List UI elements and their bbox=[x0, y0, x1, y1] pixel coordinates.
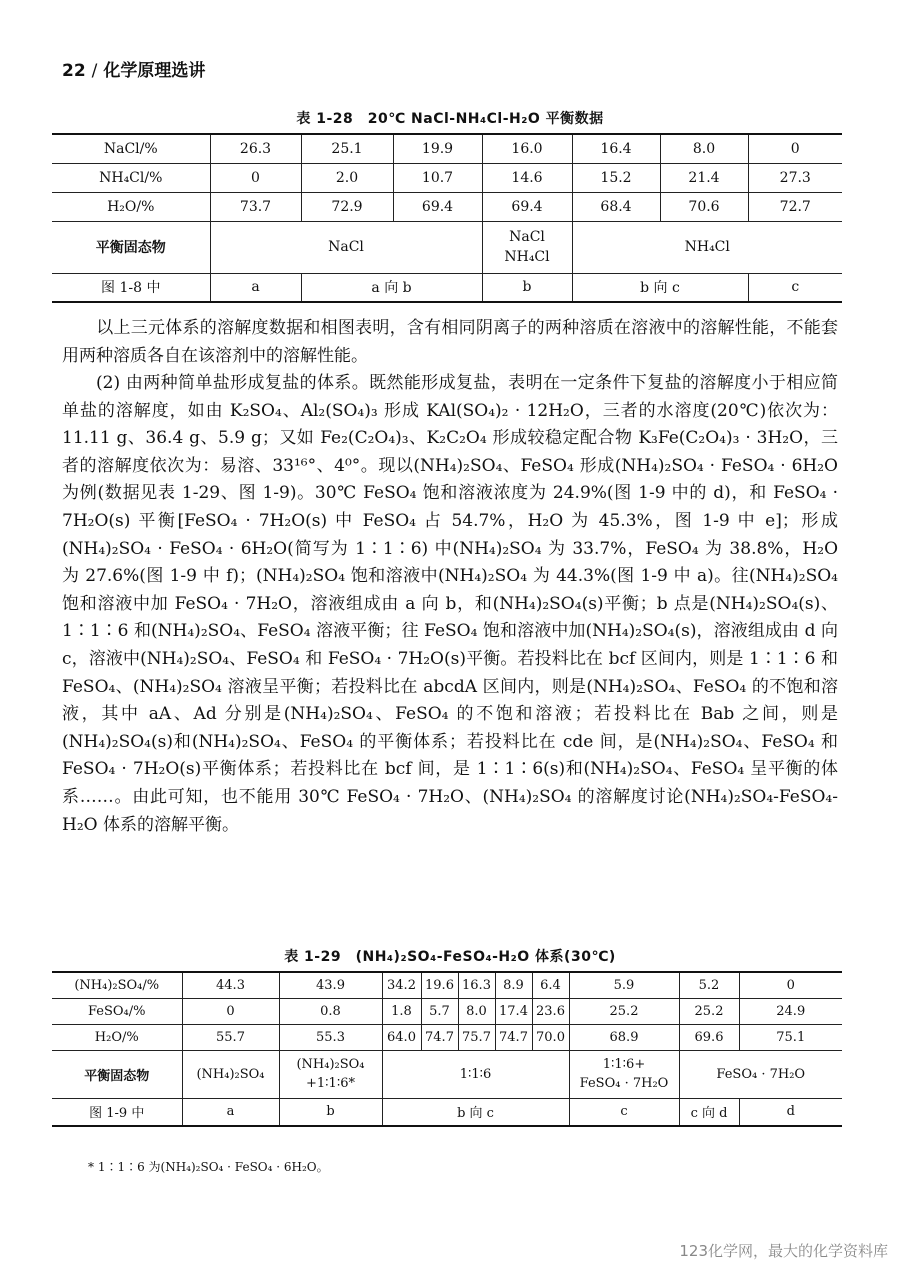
table1-cell: 16.4 bbox=[572, 134, 660, 163]
table1-row-label: H₂O/% bbox=[52, 192, 210, 221]
table2-cell bbox=[279, 1050, 382, 1098]
footnote: * 1∶1∶6 为(NH₄)₂SO₄ · FeSO₄ · 6H₂O。 bbox=[88, 1160, 329, 1174]
table2-cell: 1∶1∶6 bbox=[382, 1050, 569, 1098]
table2-cell: 17.4 bbox=[495, 998, 532, 1024]
table2-cell: 1.8 bbox=[382, 998, 421, 1024]
table1-row-label: 平衡固态物 bbox=[52, 221, 210, 273]
table1-cell: 70.6 bbox=[660, 192, 748, 221]
table2-cell: FeSO₄ · 7H₂O bbox=[679, 1050, 842, 1098]
table1-cell: 72.7 bbox=[748, 192, 842, 221]
table2-cell: c bbox=[569, 1098, 679, 1126]
table2-cell: 55.3 bbox=[279, 1024, 382, 1050]
table1-cell: a bbox=[210, 273, 301, 302]
table2-row-solid bbox=[52, 1050, 842, 1098]
table2-cell: 25.2 bbox=[569, 998, 679, 1024]
table1-cell: 27.3 bbox=[748, 163, 842, 192]
table2-cell: a bbox=[182, 1098, 279, 1126]
table2-cell: 6.4 bbox=[532, 972, 569, 998]
table2-cell: 16.3 bbox=[458, 972, 495, 998]
table1-cell: 14.6 bbox=[482, 163, 572, 192]
table2-cell: 0 bbox=[739, 972, 842, 998]
table2-row-nh4so4 bbox=[52, 972, 842, 998]
table1-cell: 0 bbox=[748, 134, 842, 163]
table2-cell: 34.2 bbox=[382, 972, 421, 998]
table1-cell: 10.7 bbox=[393, 163, 482, 192]
table2-cell: 75.7 bbox=[458, 1024, 495, 1050]
paragraph bbox=[62, 370, 838, 839]
table2-cell: 43.9 bbox=[279, 972, 382, 998]
table2-cell: 74.7 bbox=[421, 1024, 458, 1050]
page-header bbox=[62, 56, 205, 81]
table2-cell: 74.7 bbox=[495, 1024, 532, 1050]
table1-cell: 68.4 bbox=[572, 192, 660, 221]
table1-cell: 21.4 bbox=[660, 163, 748, 192]
table1-cell: 16.0 bbox=[482, 134, 572, 163]
table2-cell: 8.9 bbox=[495, 972, 532, 998]
table2-cell: 23.6 bbox=[532, 998, 569, 1024]
table1-cell: 2.0 bbox=[301, 163, 393, 192]
table2-cell: 75.1 bbox=[739, 1024, 842, 1050]
table2-cell: 70.0 bbox=[532, 1024, 569, 1050]
table2-caption: 表 1-29 (NH₄)₂SO₄-FeSO₄-H₂O 体系(30℃) bbox=[284, 949, 616, 965]
table1-cell-line: NH₄Cl bbox=[504, 249, 550, 265]
table1-cell: 69.4 bbox=[393, 192, 482, 221]
table1-cell: 19.9 bbox=[393, 134, 482, 163]
table1-cell: NH₄Cl bbox=[572, 221, 842, 273]
watermark: 123化学网，最大的化学资料库 bbox=[679, 1242, 888, 1260]
table1-row-nacl bbox=[52, 134, 842, 163]
table1-row-figure bbox=[52, 273, 842, 302]
table2-row-label: 图 1-9 中 bbox=[52, 1098, 182, 1126]
table1-cell: 72.9 bbox=[301, 192, 393, 221]
table1-cell: a 向 b bbox=[301, 273, 482, 302]
table2-cell: 25.2 bbox=[679, 998, 739, 1024]
table2-row-label: 平衡固态物 bbox=[52, 1050, 182, 1098]
table2-row-h2o bbox=[52, 1024, 842, 1050]
table1-row-h2o bbox=[52, 192, 842, 221]
paragraph bbox=[62, 315, 838, 370]
table1-cell bbox=[482, 221, 572, 273]
paragraph-text: (2) 由两种简单盐形成复盐的体系。既然能形成复盐，表明在一定条件下复盐的溶解度小于相应简单盐的溶解度，如由 K₂SO₄、Al₂(SO₄)₃ 形成 KAl(SO₄)₂ · 12H₂O，三者的水溶度(20℃)依次为：11.11 g、36.4 g、5.9 g；又如 Fe₂(C₂O₄)₃、K₂C₂O₄ 形成较稳定配合物 K₃Fe(C₂O₄)₃ · 3H₂O，三者的溶解度依次为：易溶、33¹⁶°、4⁰°。现以(NH₄)₂SO₄、FeSO₄ 形成(NH₄)₂SO₄ · FeSO₄ · 6H₂O 为例(数据见表 1-29、图 1-9)。30℃ FeSO₄ 饱和溶液浓度为 24.9%(图 1-9 中的 d)，和 FeSO₄ · 7H₂O(s) 平衡[FeSO₄ · 7H₂O(s) 中 FeSO₄ 占 54.7%，H₂O 为 45.3%，图 1-9 中 e]；形成(NH₄)₂SO₄ · FeSO₄ · 6H₂O(简写为 1∶1∶6) 中(NH₄)₂SO₄ 为 33.7%，FeSO₄ 为 38.8%，H₂O 为 27.6%(图 1-9 中 f)；(NH₄)₂SO₄ 饱和溶液中(NH₄)₂SO₄ 为 44.3%(图 1-9 中 a)。往(NH₄)₂SO₄ 饱和溶液中加 FeSO₄ · 7H₂O，溶液组成由 a 向 b，和(NH₄)₂SO₄(s)平衡；b 点是(NH₄)₂SO₄(s)、1∶1∶6 和(NH₄)₂SO₄、FeSO₄ 溶液平衡；往 FeSO₄ 饱和溶液中加(NH₄)₂SO₄(s)，溶液组成由 d 向 c，溶液中(NH₄)₂SO₄、FeSO₄ 和 FeSO₄ · 7H₂O(s)平衡。若投料比在 bcf 区间内，则是 1∶1∶6 和 FeSO₄、(NH₄)₂SO₄ 溶液呈平衡；若投料比在 abcdA 区间内，则是(NH₄)₂SO₄、FeSO₄ 的不饱和溶液，其中 aA、Ad 分别是(NH₄)₂SO₄、FeSO₄ 的不饱和溶液；若投料比在 Bab 之间，则是(NH₄)₂SO₄(s)和(NH₄)₂SO₄、FeSO₄ 的平衡体系；若投料比在 cde 间，是(NH₄)₂SO₄、FeSO₄ 和 FeSO₄ · 7H₂O(s)平衡体系；若投料比在 bcf 间，是 1∶1∶6(s)和(NH₄)₂SO₄、FeSO₄ 呈平衡的体系……。由此可知，也不能用 30℃ FeSO₄ · 7H₂O、(NH₄)₂SO₄ 的溶解度讨论(NH₄)₂SO₄-FeSO₄-H₂O 体系的溶解平衡。 bbox=[62, 373, 838, 835]
table1-cell: 0 bbox=[210, 163, 301, 192]
table1-cell: c bbox=[748, 273, 842, 302]
table2-cell: 5.2 bbox=[679, 972, 739, 998]
table2-cell: 0 bbox=[182, 998, 279, 1024]
table2-cell: d bbox=[739, 1098, 842, 1126]
table2-cell bbox=[569, 1050, 679, 1098]
table2-cell: 44.3 bbox=[182, 972, 279, 998]
table2-cell: (NH₄)₂SO₄ bbox=[182, 1050, 279, 1098]
table2-row-feso4 bbox=[52, 998, 842, 1024]
table2-cell: 55.7 bbox=[182, 1024, 279, 1050]
table2-row-label: H₂O/% bbox=[52, 1024, 182, 1050]
table2-cell: 8.0 bbox=[458, 998, 495, 1024]
table1-cell: b 向 c bbox=[572, 273, 748, 302]
table1-cell: 8.0 bbox=[660, 134, 748, 163]
page-number: 22 bbox=[62, 61, 86, 81]
table2-cell: 0.8 bbox=[279, 998, 382, 1024]
table2-cell: 68.9 bbox=[569, 1024, 679, 1050]
table1-cell: 25.1 bbox=[301, 134, 393, 163]
table2-cell: b 向 c bbox=[382, 1098, 569, 1126]
paragraph-text: 以上三元体系的溶解度数据和相图表明，含有相同阴离子的两种溶质在溶液中的溶解性能，不能套用两种溶质各自在该溶剂中的溶解性能。 bbox=[62, 318, 838, 366]
table2-row-label: FeSO₄/% bbox=[52, 998, 182, 1024]
table1-caption: 表 1-28 20℃ NaCl-NH₄Cl-H₂O 平衡数据 bbox=[296, 111, 604, 127]
table2-cell-line: 1∶1∶6+ bbox=[602, 1057, 646, 1072]
table1-cell: 15.2 bbox=[572, 163, 660, 192]
table1-cell: 73.7 bbox=[210, 192, 301, 221]
table2-cell: b bbox=[279, 1098, 382, 1126]
header-separator: / bbox=[91, 61, 98, 81]
book-title: 化学原理选讲 bbox=[103, 61, 206, 81]
table2-cell: 19.6 bbox=[421, 972, 458, 998]
table2-row-label: (NH₄)₂SO₄/% bbox=[52, 972, 182, 998]
table2-cell: 24.9 bbox=[739, 998, 842, 1024]
table1-cell-line: NaCl bbox=[509, 229, 545, 245]
table2-cell: c 向 d bbox=[679, 1098, 739, 1126]
table1-row-label: NH₄Cl/% bbox=[52, 163, 210, 192]
table2-cell-line: +1∶1∶6* bbox=[306, 1076, 355, 1091]
table1-row-label: NaCl/% bbox=[52, 134, 210, 163]
table1 bbox=[52, 133, 842, 303]
table1-row-label: 图 1-8 中 bbox=[52, 273, 210, 302]
table2 bbox=[52, 971, 842, 1127]
table1-cell: NaCl bbox=[210, 221, 482, 273]
table1-row-nh4cl bbox=[52, 163, 842, 192]
table1-cell: 26.3 bbox=[210, 134, 301, 163]
table2-cell: 69.6 bbox=[679, 1024, 739, 1050]
table1-cell: 69.4 bbox=[482, 192, 572, 221]
table2-cell: 64.0 bbox=[382, 1024, 421, 1050]
table1-cell: b bbox=[482, 273, 572, 302]
table2-cell: 5.7 bbox=[421, 998, 458, 1024]
table2-cell-line: FeSO₄ · 7H₂O bbox=[579, 1076, 669, 1091]
table2-cell: 5.9 bbox=[569, 972, 679, 998]
table1-row-solid bbox=[52, 221, 842, 273]
table2-row-figure bbox=[52, 1098, 842, 1126]
table2-cell-line: (NH₄)₂SO₄ bbox=[296, 1057, 365, 1072]
